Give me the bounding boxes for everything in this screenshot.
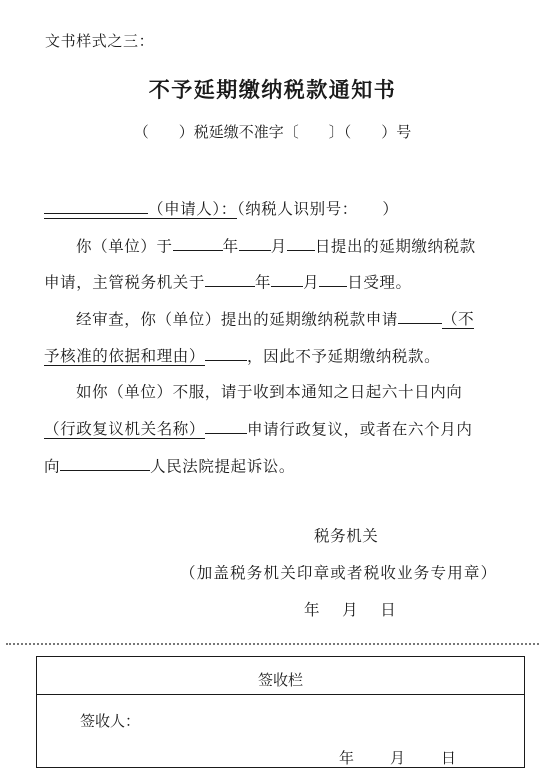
paragraph-3-line-2 xyxy=(44,417,472,439)
p1-month2-label: 月 xyxy=(303,273,320,292)
p1-year-label: 年 xyxy=(222,237,239,256)
paragraph-1-line-1 xyxy=(76,234,476,256)
p1-text-b: 申请，主管税务机关于 xyxy=(44,273,206,292)
addressee-line xyxy=(44,197,398,219)
p2-reason-blank-2 xyxy=(205,344,247,361)
applicant-label: （申请人）： xyxy=(148,200,237,218)
p3-text-b: 申请行政复议，或者在六个月内 xyxy=(247,420,473,439)
p3-text-d: 人民法院提起诉讼。 xyxy=(150,457,296,476)
paragraph-2-line-2 xyxy=(44,344,440,366)
applicant-field xyxy=(44,200,237,219)
paragraph-3-line-3 xyxy=(44,454,295,476)
tax-authority-name: 税务机关 xyxy=(314,527,379,545)
signer-label: 签收人： xyxy=(80,712,141,730)
receipt-date-day: 日 xyxy=(441,749,457,767)
p1-year2-label: 年 xyxy=(255,273,272,292)
authority-date-year: 年 xyxy=(304,601,321,619)
document-title: 不予延期缴纳税款通知书 xyxy=(148,78,397,102)
p2-tail: ，因此不予延期缴纳税款。 xyxy=(247,347,441,366)
receipt-box-divider xyxy=(37,694,524,695)
receipt-date-year: 年 xyxy=(339,749,355,767)
p1-year-blank xyxy=(173,234,223,251)
paragraph-3-line-1 xyxy=(76,380,462,402)
p1-month-label: 月 xyxy=(270,237,287,256)
p1-day2-blank xyxy=(319,270,347,287)
p3-agency-blank xyxy=(205,417,247,434)
p2-reason-a: （不 xyxy=(442,310,475,329)
p1-day2-text: 日受理。 xyxy=(347,273,412,292)
receipt-date-month: 月 xyxy=(390,749,406,767)
p2-reason-blank xyxy=(398,307,442,324)
p1-day-text: 日提出的延期缴纳税款 xyxy=(314,237,476,256)
document-number: （ ）税延缴不准字〔 〕（ ）号 xyxy=(133,123,412,141)
seal-note: （加盖税务机关印章或者税收业务专用章） xyxy=(180,564,498,582)
p3-text-c: 向 xyxy=(44,457,61,476)
receipt-box-title: 签收栏 xyxy=(257,671,303,689)
p1-month2-blank xyxy=(271,270,303,287)
receipt-date xyxy=(339,747,456,768)
receipt-box xyxy=(36,656,525,768)
taxpayer-id-label: （纳税人识别号： ） xyxy=(236,200,399,218)
p1-year2-blank xyxy=(205,270,255,287)
authority-date-day: 日 xyxy=(380,601,397,619)
court-blank xyxy=(60,454,150,471)
applicant-blank xyxy=(44,197,148,214)
p3-text: 如你（单位）不服，请于收到本通知之日起六十日内向 xyxy=(76,383,463,401)
p1-day-blank xyxy=(287,234,315,251)
authority-date xyxy=(304,598,396,620)
p1-text-a: 你（单位）于 xyxy=(76,237,173,256)
paragraph-1-line-2 xyxy=(44,270,412,292)
document-style-label: 文书样式之三： xyxy=(45,32,155,50)
p3-agency: （行政复议机关名称） xyxy=(44,420,206,439)
p2-text: 经审查，你（单位）提出的延期缴纳税款申请 xyxy=(76,310,399,329)
p2-reason-b: 予核准的依据和理由） xyxy=(44,347,206,366)
authority-date-month: 月 xyxy=(342,601,359,619)
paragraph-2-line-1 xyxy=(76,307,474,329)
cut-line-divider xyxy=(6,643,539,645)
p1-month-blank xyxy=(239,234,271,251)
